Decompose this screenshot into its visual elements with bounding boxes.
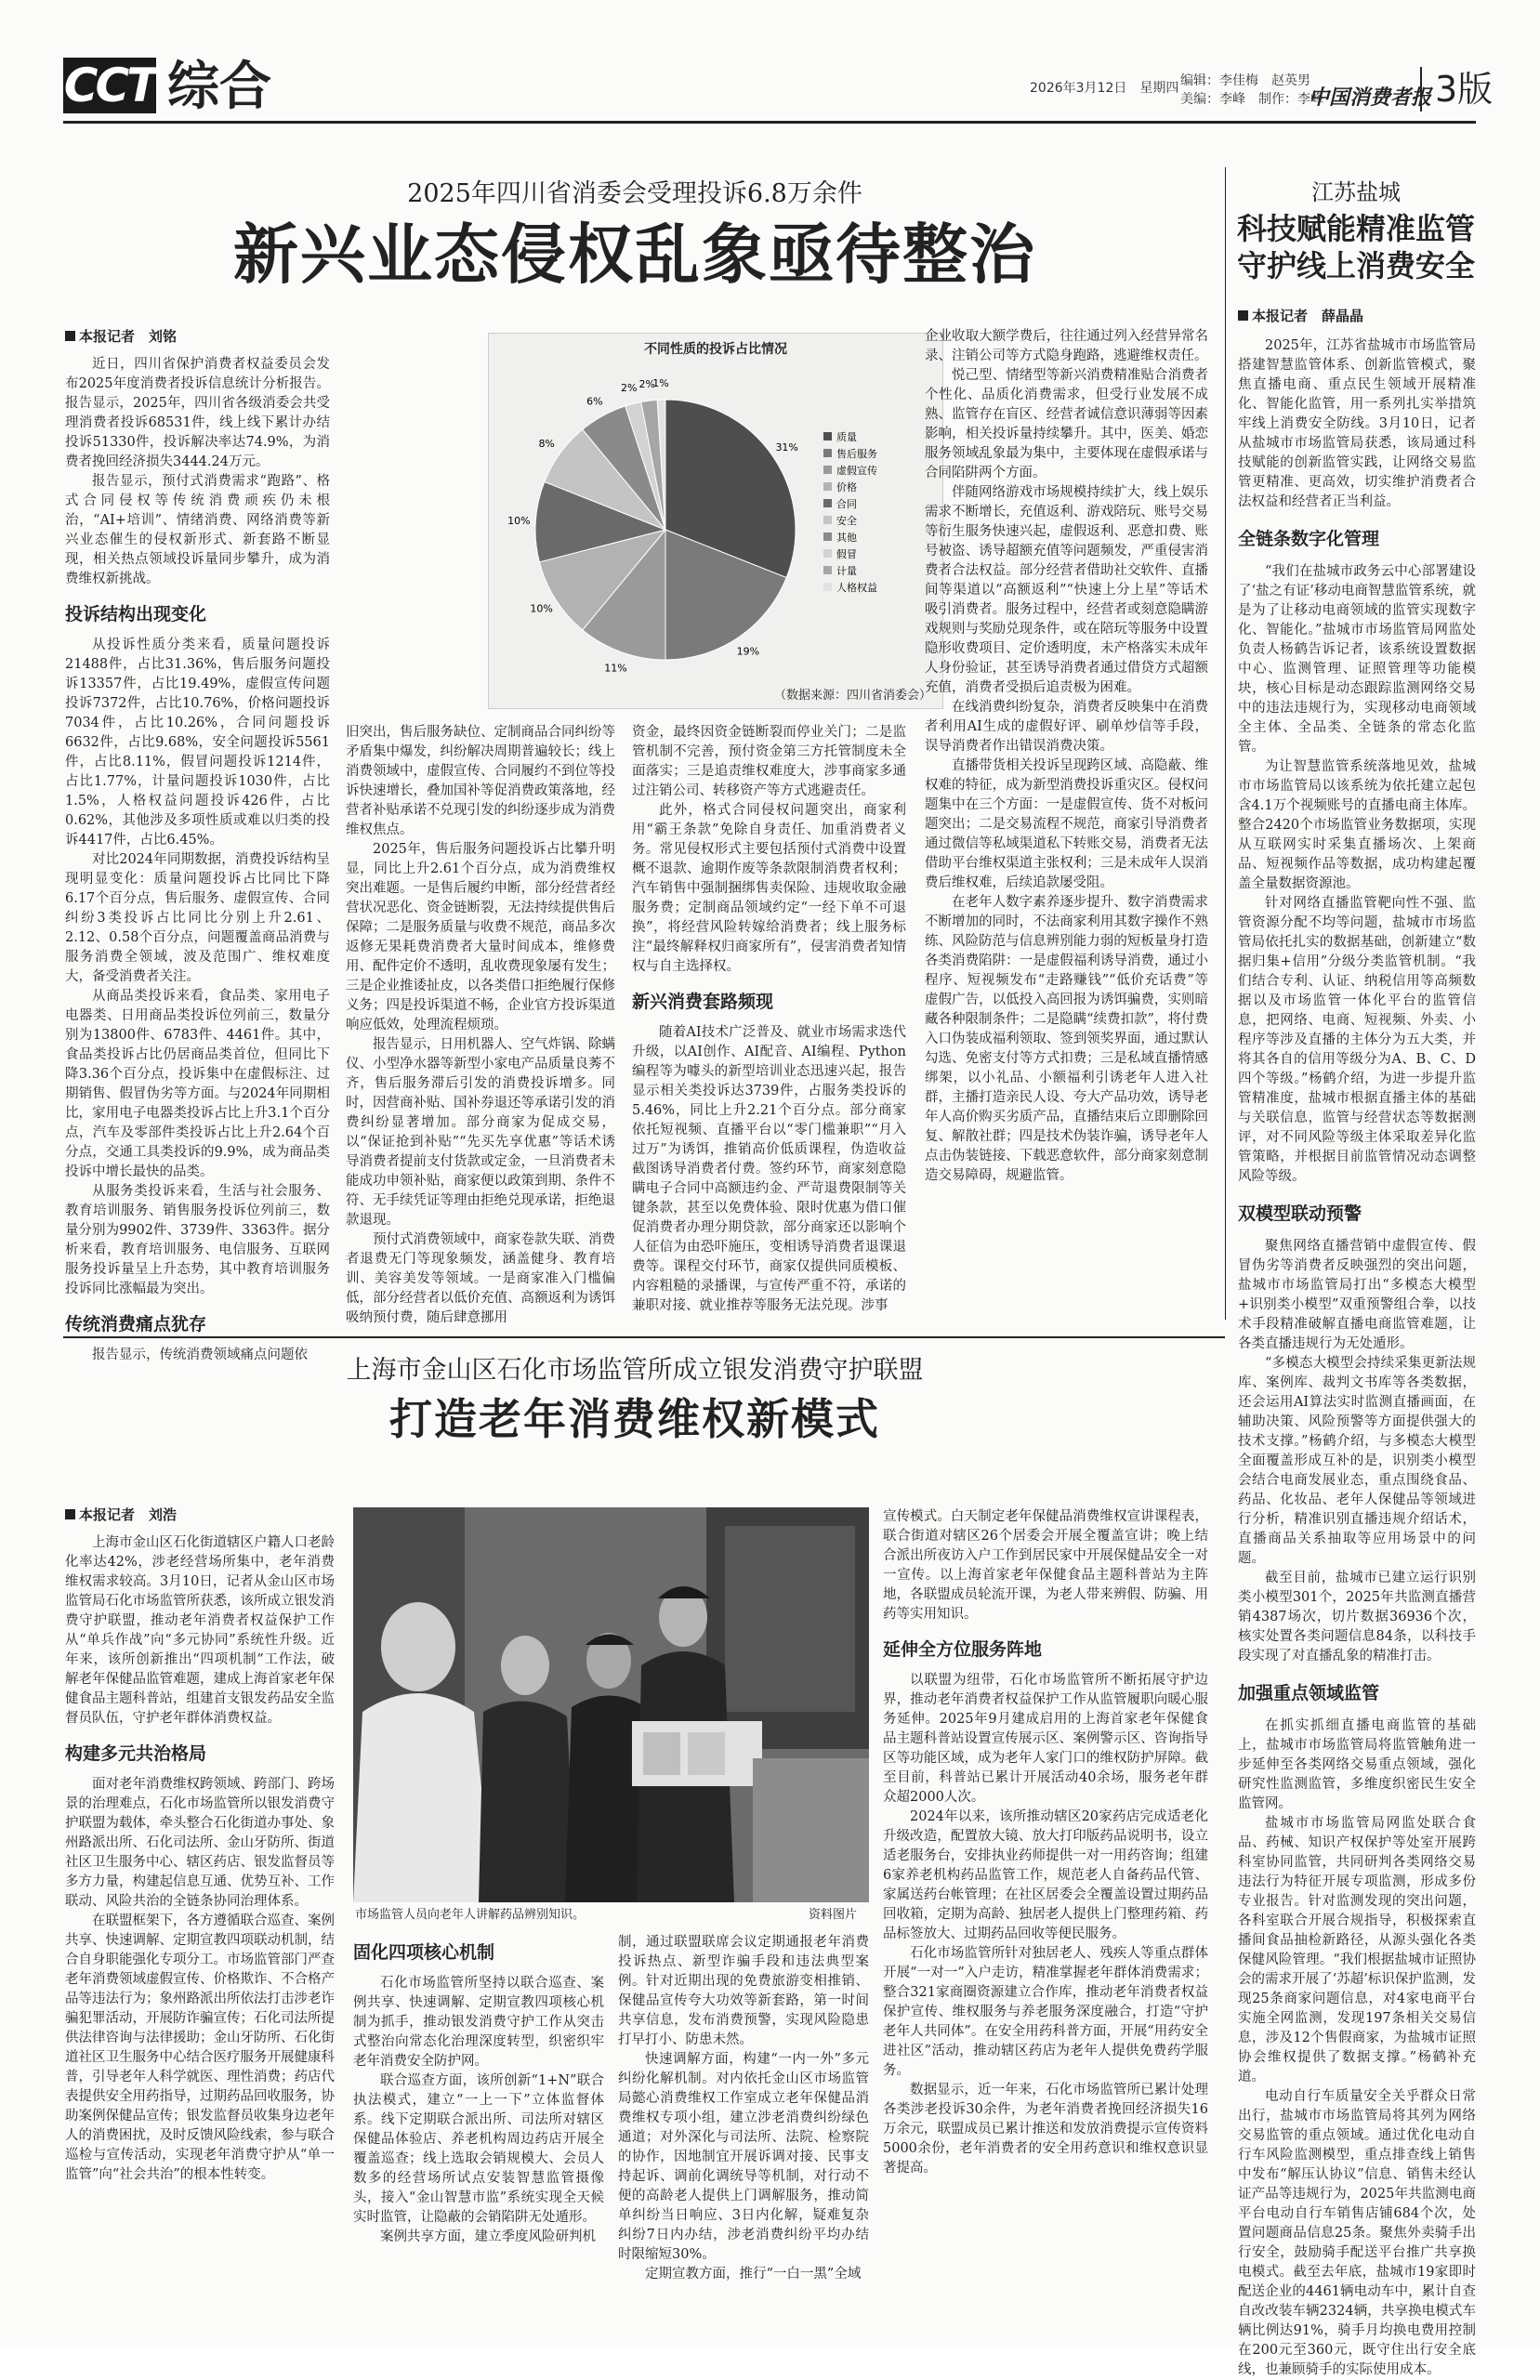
legend-swatch	[823, 583, 832, 591]
paragraph: 从投诉性质分类来看，质量问题投诉21488件，占比31.36%，售后服务问题投诉13357件，占比19.49%，虚假宣传问题投诉7372件，占比10.76%，价格问题投诉7034件，占比10.26%，合同问题投诉6632件，占比9.68%，安全问题投诉5561件，占比8.11%，假冒问题投诉1214件，占比1.77%，计量问题投诉1030件，占比1.5%，人格权益问题投诉426件，占比0.62%，其他涉及多项性质或难以归类的投诉4417件，占比6.45%。	[65, 638, 330, 848]
paragraph: 针对网络直播监管靶向性不强、监管资源分配不均等问题，盐城市市场监管局依托扎实的数据基础，创新建立“数据归集+信用”分级分类监管机制。“我们结合专利、认证、纳税信用等高频数据以及市场监管一体化平台的监管信息，把网络、电商、短视频、外卖、小程序等涉及直播的主体分为五大类，并将其各自的信用等级分为A、B、C、D四个等级。”杨鹤介绍，为进一步提升监管精准度，盐城市根据直播主体的基础与关联信息，监管与经营状态等数据测评，对不同风险等级主体采取差异化监管策略，并根据目前监管情况动态调整风险等级。	[1238, 896, 1476, 1184]
paragraph: 报告显示，预付式消费需求“跑路”、格式合同侵权等传统消费顽疾仍未根治，“AI+培训”、情绪消费、网络消费等新兴业态催生的侵权新形式、新套路不断显现，相关热点领域投诉量同步攀升，成为消费维权新挑战。	[65, 474, 330, 586]
paragraph: 以联盟为纽带，石化市场监管所不断拓展守护边界，推动老年消费者权益保护工作从监管履职向暖心服务延伸。2025年9月建成启用的上海首家老年保健食品主题科普站设置宣传展示区、案例警示区、咨询指导区等功能区域，成为老年人家门口的维权防护屏障。截至目前，科普站已累计开展活动40余场，服务老年群众超2000人次。	[883, 1673, 1208, 1805]
pie-label: 6%	[586, 395, 603, 408]
column-divider	[1225, 167, 1226, 1320]
header-rule	[63, 121, 1476, 124]
legend-label: 质量	[836, 431, 857, 443]
paragraph: 在线消费纠纷复杂，消费者反映集中在消费者利用AI生成的虚假好评、刷单炒信等手段，误导消费者作出错误消费决策。	[925, 700, 1208, 754]
square-bullet-icon	[65, 331, 75, 341]
pie-chart-panel	[488, 333, 943, 709]
sidebar-title-2: 守护线上消费安全	[1236, 248, 1475, 283]
paragraph: 电动自行车质量安全关乎群众日常出行，盐城市市场监管局将其列为网络交易监管的重点领域。通过优化电动自行车风险监测模型，重点排查线上销售中发布“解压认协议”信息、销售未经认证产品等违规行为，2025年共监测电商平台电动自行车销售店铺684个次，处置问题商品信息25条。聚焦外卖骑手出行安全，鼓励骑手配送平台推广共享换电模式。截至去年底，盐城市19家即时配送企业的4461辆电动车中，累计自查自改改装车辆2324辆，共享换电模式车辆比例达91%，骑手月均换电费用控制在200元至360元，既守住出行安全底线，也兼顾骑手的实际使用成本。	[1238, 2089, 1476, 2377]
paragraph: “多模态大模型会持续采集更新法规库、案例库、裁判文书库等各类数据，还会运用AI算法实时监测直播画面，在辅助决策、风险预警等方面提供强大的技术支撑。”杨鹤介绍，与多模态大模型全面覆盖形成互补的是，识别类小模型会结合电商发展业态，重点围绕食品、药品、化妆品、老年人保健品等领域进行分析，精准识别直播违规介绍话术，直播商品关系抽取等应用场景中的问题。	[1238, 1356, 1476, 1566]
sidebar-byline	[1238, 307, 1363, 325]
pie-label: 10%	[507, 515, 531, 528]
legend-swatch	[823, 482, 832, 491]
paragraph: 盐城市市场监管局网监处联合食品、药械、知识产权保护等处室开展跨科室协同监管，共同研判各类网络交易违法行为特征开展专项监测，形成多份专业报告。针对监测发现的突出问题，各科室联合开展合规指导，积极探索直播间食品抽检新路径，从源头强化各类保健风险管理。“我们根据盐城市证照协会的需求开展了‘苏超’标识保护监测，发现25条商家问题信息，对4家电商平台实施全网监测，发现197条相关交易信息，涉及12个售假商家，为盐城市证照协会维权提供了数据支撑。”杨鹤补充道。	[1238, 1816, 1476, 2084]
paragraph: 在老年人数字素养逐步提升、数字消费需求不断增加的同时，不法商家利用其数字操作不熟练、风险防范与信息辨别能力弱的短板量身打造各类消费陷阱：一是虚假福利诱导消费，通过小程序、短视频发布“走路赚钱”“低价充话费”等虚假广告，以低投入高回报为诱饵骗费，实则暗藏各种限制条件；二是隐瞒“续费扣款”，将付费入口伪装成福利领取、签到领奖界面，通过默认勾选、免密支付等方式扣费；三是私域直播情感绑架，以小礼品、小额福利引诱老年人进入社群，主播打造亲民人设、夸大产品功效，诱导老年人高价购买劣质产品，直播结束后立即删除回复、解散社群；四是技术伪装诈骗，诱导老年人点击伪装链接、下载恶意软件，部分商家刻意制造交易障碍，规避监管。	[925, 895, 1208, 1183]
paragraph: 联合巡查方面，该所创新“1+N”联合执法模式，建立“一上一下”立体监督体系。线下定期联合派出所、司法所对辖区保健品体验店、养老机构周边药店开展全覆盖巡查；线上选取会销规模大、会员人数多的经营场所试点安装智慧监管摄像头，接入“金山智慧市监”系统实现全天候实时监管，让隐蔽的会销陷阱无处遁形。	[353, 2073, 604, 2225]
square-bullet-icon	[1238, 310, 1248, 321]
square-bullet-icon	[65, 1509, 75, 1519]
paragraph: 从商品类投诉来看，食品类、家用电子电器类、日用商品类投诉位列前三，数量分别为13800件、6783件、4461件。其中，食品类投诉占比仍居商品类首位，但同比下降3.36个百分点，投诉集中在虚假标注、过期销售、假冒伪劣等方面。与2024年同期相比，家用电子电器类投诉占比上升3.1个百分点，汽车及零部件类投诉占比上升2.64个百分点，交通工具类投诉的9.9%，成为商品类投诉中增长最快的品类。	[65, 989, 330, 1179]
brand-logo: CCT	[63, 59, 156, 112]
paragraph: 近日，四川省保护消费者权益委员会发布2025年度消费者投诉信息统计分析报告。报告显示，2025年，四川省各级消委会共受理消费者投诉68531件，线上线下累计办结投诉51330件，投诉解决率达74.9%，为消费者挽回经济损失3444.24万元。	[65, 357, 330, 469]
section-heading: 传统消费痛点犹存	[65, 1314, 207, 1335]
pie-label: 31%	[775, 441, 798, 454]
news-photo	[353, 1507, 869, 1902]
legend-swatch	[823, 533, 832, 541]
article2-column-3	[618, 1933, 869, 2319]
paragraph: 此外，格式合同侵权问题突出，商家利用“霸王条款”免除自身责任、加重消费者义务。常见侵权形式主要包括预付式消费中设置概不退款、逾期作废等条款限制消费者权利；汽车销售中强制捆绑售卖保险、违规收取金融服务费；定制商品领域约定“一经下单不可退换”，将经营风险转嫁给消费者；线上服务标注“最终解释权归商家所有”，侵害消费者知情权与自主选择权。	[632, 803, 906, 974]
chart-title: 不同性质的投诉占比情况	[644, 342, 787, 357]
sidebar-title-1: 科技赋能精准监管	[1236, 211, 1475, 246]
legend-label: 价格	[836, 481, 857, 493]
legend-swatch	[823, 449, 832, 457]
paragraph: 面对老年消费维权跨领域、跨部门、跨场景的治理难点，石化市场监管所以银发消费守护联盟为载体，牵头整合石化街道办事处、象州路派出所、石化司法所、金山牙防所、街道社区卫生服务中心、辖区药店、银发监督员等多方力量，构建起信息互通、优势互补、工作联动、风险共治的全链条协同治理体系。	[65, 1777, 335, 1909]
chart-source: （数据来源：四川省消委会）	[773, 689, 931, 703]
article-divider	[63, 1336, 1225, 1338]
paragraph: 在抓实抓细直播电商监管的基础上，盐城市市场监管局将监管触角进一步延伸至各类网络交易重点领域，强化研究性监测监管，多维度织密民生安全监管网。	[1238, 1718, 1476, 1811]
paragraph: 制，通过联盟联席会议定期通报老年消费投诉热点、新型诈骗手段和违法典型案例。针对近期出现的免费旅游变相推销、保健品宣传夸大功效等新套路，第一时间共享信息，发布消费预警，实现风险隐患打早打小、防患未然。	[618, 1935, 869, 2047]
paragraph: 企业收取大额学费后，往往通过列入经营异常名录、注销公司等方式隐身跑路，逃避维权责任。	[925, 329, 1208, 363]
sidebar-body	[1238, 336, 1476, 2377]
paragraph: 宣传模式。白天制定老年保健品消费维权宣讲课程表，联合街道对辖区26个居委会开展全覆盖宣讲；晚上结合派出所夜访入户工作到居民家中开展保健品安全一对一宣传。以上海首家老年保健食品主题科普站为主阵地，各联盟成员轮流开课，为老人带来辨假、防骗、用药等实用知识。	[883, 1509, 1208, 1622]
designer-line: 美编：李峰 制作：李峰	[1180, 92, 1323, 107]
paragraph: 上海市金山区石化街道辖区户籍人口老龄化率达42%，涉老经营场所集中，老年消费维权需求较高。3月10日，记者从金山区市场监管局石化市场监管所获悉，该所成立银发消费守护联盟，推动老年消费者权益保护工作从“单兵作战”向“多元协同”系统性升级。近年来，该所创新推出“四项机制”工作法，破解老年保健品监管难题，建成上海首家老年保健食品主题科普站，组建首支银发药品安全监督员队伍，守护老年群体消费权益。	[65, 1535, 335, 1726]
paragraph: 石化市场监管所坚持以联合巡查、案例共享、快速调解、定期宣教四项核心机制为抓手，推动银发消费守护工作从突击式整治向常态化治理深度转型，织密织牢老年消费安全防护网。	[353, 1976, 604, 2069]
pie-chart	[489, 358, 942, 692]
article2-subtitle: 上海市金山区石化市场监管所成立银发消费守护联盟	[346, 1356, 924, 1385]
article2-byline	[65, 1506, 177, 1524]
article1-column-4	[925, 327, 1208, 1335]
date-line: 2026年3月12日 星期四	[1030, 81, 1179, 96]
photo-credit: 资料图片	[809, 1908, 858, 1922]
legend-swatch	[823, 566, 832, 574]
paragraph: 为让智慧监管系统落地见效，盐城市市场监管局以该系统为依托建立起包含4.1万个视频账号的直播电商主体库。整合2420个市场监管业务数据项，实现从互联网实时采集直播场次、上架商品、短视频作品等数据，成功构建起覆盖全量数据资源池。	[1238, 759, 1476, 891]
paragraph: 对比2024年同期数据，消费投诉结构呈现明显变化：质量问题投诉占比同比下降6.17个百分点，售后服务、虚假宣传、合同纠纷3类投诉占比同比分别上升2.61、2.12、0.58个百分点，问题覆盖商品消费与服务消费全领域，波及范围广、维权难度大，备受消费者关注。	[65, 852, 330, 984]
section-heading: 投诉结构出现变化	[65, 604, 207, 625]
legend-label: 计量	[836, 565, 857, 577]
legend-swatch	[823, 549, 832, 558]
pie-label: 10%	[530, 602, 553, 615]
paragraph: 悦己型、情绪型等新兴消费精准贴合消费者个性化、品质化消费需求，但受行业发展不成熟、监管存在盲区、经营者诚信意识薄弱等因素影响，相关投诉量持续攀升。其中，医美、婚恋服务领域乱象最为集中，主要体现在虚假承诺与合同陷阱两个方面。	[925, 368, 1208, 480]
legend-swatch	[823, 432, 832, 440]
paragraph: 2024年以来，该所推动辖区20家药店完成适老化升级改造，配置放大镜、放大打印版药品说明书，设立适老服务台，安排执业药师提供一对一用药咨询；组建6家养老机构药品监管工作，规范老人自备药品代管、家属送药台帐管理；在社区居委会全覆盖设置过期药品回收箱，定期为高龄、独居老人提供上门整理药箱、药品标签放大、过期药品回收等便民服务。	[883, 1809, 1208, 1941]
pie-label: 19%	[736, 645, 760, 658]
paragraph: 报告显示，传统消费领域痛点问题依	[92, 1348, 308, 1362]
paragraph: 2025年，售后服务问题投诉占比攀升明显，同比上升2.61个百分点，成为消费维权突出难题。一是售后履约申断，部分经营者经营状况恶化、资金链断裂，无法持续提供售后保障；二是服务质量与收费不规范，商品多次返修无果耗费消费者大量时间成本，维修费用、配件定价不透明，乱收费现象屡有发生；三是企业推诿扯皮，以各类借口拒绝履行保修义务；四是投诉渠道不畅，企业官方投诉渠道响应低效，处理流程烦琐。	[346, 842, 615, 1032]
section-heading: 固化四项核心机制	[353, 1942, 495, 1963]
paragraph: 数据显示，近一年来，石化市场监管所已累计处理各类涉老投诉30余件，为老年消费者挽回经济损失16万余元，联盟成员已累计推送和发放消费提示宣传资料5000余份，老年消费者的安全用药意识和维权意识显著提高。	[883, 2083, 1208, 2176]
article1-byline	[65, 327, 177, 346]
legend-label: 人格权益	[836, 582, 877, 594]
section-heading: 全链条数字化管理	[1238, 529, 1380, 549]
article2-column-2	[353, 1933, 604, 2319]
paragraph: 快速调解方面，构建“一内一外”多元纠纷化解机制。对内依托金山区市场监管局懿心消费维权工作室成立老年保健品消费维权专项小组，建立涉老消费纠纷绿色通道；对外深化与司法所、法院、检察院的协作，因地制宜开展诉调对接、民事支持起诉、调前化调统导等机制，对行动不便的高龄老人提供上门调解服务，推动简单纠纷当日响应、3日内化解，疑难复杂纠纷7日内办结，涉老消费纠纷平均办结时限缩短30%。	[618, 2052, 869, 2262]
article2-column-4	[883, 1507, 1208, 2319]
paragraph: 案例共享方面，建立季度风险研判机	[380, 2229, 596, 2244]
paragraph: 资金，最终因资金链断裂而停业关门；二是监管机制不完善，预付资金第三方托管制度未全面落实；三是追责维权难度大，涉事商家多通过注销公司、转移资产等方式逃避责任。	[632, 725, 906, 798]
section-heading: 新兴消费套路频现	[632, 992, 774, 1012]
pie-label: 1%	[652, 377, 669, 390]
section-title: 综合	[167, 56, 271, 117]
paragraph: 预付式消费领域中，商家卷款失联、消费者退费无门等现象频发，涵盖健身、教育培训、美容美发等领域。一是商家准入门槛偏低，部分经营者以低价充值、高额返利为诱饵吸纳预付费，随后肆意挪用	[346, 1232, 615, 1325]
article1-byline-text: 本报记者 刘铭	[79, 328, 178, 345]
article1-column-2	[346, 723, 615, 1336]
section-heading: 构建多元共治格局	[65, 1743, 207, 1764]
paragraph: 直播带货相关投诉呈现跨区域、高隐蔽、维权难的特征，成为新型消费投诉重灾区。侵权问题集中在三个方面：一是虚假宣传、货不对板问题突出；二是交易流程不规范，商家引导消费者通过微信等私域渠道私下转账交易，消费者无法借助平台维权渠道主张权利；三是未成年人误消费后维权难，后续追款屡受阻。	[925, 758, 1208, 890]
article1-column-3	[632, 723, 906, 1336]
paragraph: 2025年，江苏省盐城市市场监管局搭建智慧监管体系、创新监管模式，聚焦直播电商、重点民生领域开展精准化、智能化监管，用一系列扎实举措筑牢线上消费安全防线。3月10日，记者从盐城市市场监管局获悉，该局通过科技赋能的创新监管实践，让网络交易监管更精准、更高效，切实维护消费者合法权益和经营者正当利益。	[1238, 338, 1476, 509]
legend-label: 合同	[836, 498, 857, 510]
section-heading: 双模型联动预警	[1238, 1203, 1362, 1224]
paragraph: 截至目前，盐城市已建立运行识别类小模型301个，2025年共监测直播营销4387场次，切片数据36936个次，核实处置各类问题信息84条，以科技手段实现了对直播乱象的精准打击。	[1238, 1571, 1476, 1663]
article1-column-1	[65, 355, 330, 1362]
paragraph: “我们在盐城市政务云中心部署建设了‘盐之有证’移动电商智慧监管系统，就是为了让移动电商领域的监管实现数字化、智能化。”盐城市市场监管局网监处负责人杨鹤告诉记者，该系统设置数据中心、监测管理、证照管理等功能模块，核心目标是动态跟踪监测网络交易中的违法违规行为，实现移动电商领域全主体、全品类、全链条的常态化监管。	[1238, 564, 1476, 755]
paragraph: 聚焦网络直播营销中虚假宣传、假冒伪劣等消费者反映强烈的突出问题，盐城市市场监管局打出“多模态大模型+识别类小模型”双重预警组合拳，以技术手段精准破解直播电商监管难题，让各类直播违规行为无处遁形。	[1238, 1239, 1476, 1351]
paragraph: 在联盟框架下，各方遵循联合巡查、案例共享、快速调解、定期宣教四项联动机制，结合自身职能强化专项分工。市场监管部门严查老年消费领域虚假宣传、价格欺诈、不合格产品等违法行为；象州路派出所依法打击涉老诈骗犯罪活动，开展防诈骗宣传；石化司法所提供法律咨询与法律援助；金山牙防所、石化街道社区卫生服务中心结合医疗服务开展健康科普，引导老年人科学就医、理性消费；药店代表提供安全用药指导，过期药品回收服务，协助案例保健品宣传；银发监督员收集身边老年人的消费困扰，及时反馈风险线索，参与联合巡检与宣传活动，实现老年消费守护从“单一监管”向“社会共治”的根本性转变。	[65, 1913, 335, 2182]
legend-label: 假冒	[836, 548, 857, 560]
page-number: 3版	[1420, 67, 1493, 112]
article2-column-1	[65, 1533, 335, 2319]
sidebar-byline-text: 本报记者 薛晶晶	[1252, 308, 1364, 324]
article1-title: 新兴业态侵权乱象亟待整治	[233, 216, 1036, 293]
paragraph: 旧突出，售后服务缺位、定制商品合同纠纷等矛盾集中爆发，纠纷解决周期普遍较长；线上消费领域中，虚假宣传、合同履约不到位等投诉快速增长，叠加国补等促消费政策落地，经营者补贴承诺不兑现引发的纠纷逐步成为消费维权焦点。	[346, 725, 615, 837]
legend-label: 其他	[836, 532, 857, 544]
paragraph: 石化市场监管所针对独居老人、残疾人等重点群体开展“一对一”入户走访，精准掌握老年群体消费需求；整合321家商圈资源建立合作库，推动老年消费者权益保护宣传、维权服务与养老服务深度融合，打造“守护老年人共同体”。在安全用药科普方面，开展“用药安全进社区”活动，推动辖区药店为老年人提供免费药学服务。	[883, 1946, 1208, 2078]
article2-byline-text: 本报记者 刘浩	[79, 1506, 178, 1523]
paragraph: 报告显示，日用机器人、空气炸锅、除螨仪、小型净水器等新型小家电产品质量良莠不齐，售后服务滞后引发的消费投诉增多。同时，因营商补贴、国补券退还等承诺引发的消费纠纷显著增加。部分商家为促成交易，以“保证抢到补贴”“先买先享优惠”等话术诱导消费者提前支付货款或定金，一旦消费者未能成功申领补贴，商家便以政策到期、条件不符、无手续凭证等理由拒绝兑现承诺，拒绝退款退现。	[346, 1037, 615, 1228]
paragraph: 从服务类投诉来看，生活与社会服务、教育培训服务、销售服务投诉位列前三，数量分别为9902件、3739件、3363件。据分析来看，教育培训服务、电信服务、互联网服务投诉量呈上升态势，其中教育培训服务投诉同比涨幅最为突出。	[65, 1184, 330, 1296]
legend-swatch	[823, 466, 832, 474]
pie-label: 11%	[604, 662, 627, 675]
paragraph: 定期宣教方面，推行“一白一黑”全域	[645, 2267, 862, 2281]
pie-label: 8%	[538, 438, 555, 451]
section-heading: 延伸全方位服务阵地	[883, 1639, 1043, 1660]
article2-title: 打造老年消费维权新模式	[389, 1394, 880, 1444]
editor-line: 编辑：李佳梅 赵英男	[1180, 73, 1310, 88]
pie-label: 2%	[620, 381, 638, 394]
legend-label: 安全	[836, 515, 857, 527]
paper-name: 中国消费者报	[1309, 85, 1432, 110]
pie-label: 2%	[638, 378, 655, 391]
paragraph: 随着AI技术广泛普及、就业市场需求迭代升级，以AI创作、AI配音、AI编程、Python编程等为噱头的新型培训业态迅速兴起，报告显示相关类投诉达3739件，占服务类投诉的5.46%，同比上升2.21个百分点。部分商家依托短视频、直播平台以“零门槛兼职”“月入过万”为诱饵，推销高价低质课程，伪造收益截图诱导消费者付费。签约环节，商家刻意隐瞒电子合同中高额违约金、严苛退费限制等关键条款，甚至以免费体验、限时优惠为借口催促消费者办理分期贷款，部分商家还以影响个人征信为由恐吓施压，变相诱导消费者退课退费等。课程交付环节，商家仅提供同质模板、内容粗糙的录播课，与宣传严重不符，承诺的兼职对接、就业推荐等服务无法兑现。涉事	[632, 1025, 906, 1313]
legend-label: 售后服务	[836, 448, 877, 460]
legend-swatch	[823, 516, 832, 524]
legend-swatch	[823, 499, 832, 507]
paragraph: 伴随网络游戏市场规模持续扩大，线上娱乐需求不断增长，充值返利、游戏陪玩、账号交易等衍生服务快速兴起，虚假返利、恶意扣费、账号被盗、诱导超额充值等问题频发，严重侵害消费者合法权益。部分经营者借助社交软件、直播间等渠道以“高额返利”“快速上分上星”等话术吸引消费者。服务过程中，经营者或刻意隐瞒游戏规则与奖励兑现条件，或在陪玩等服务中设置隐形收费项目、定价透明度，未产格落实未成年人身份验证，甚至诱导消费者通过借贷方式超额充值，消费者受损后追责极为困难。	[925, 485, 1208, 695]
photo-caption: 市场监管人员向老年人讲解药品辨别知识。	[355, 1908, 586, 1922]
sidebar-location: 江苏盐城	[1311, 179, 1401, 205]
section-heading: 加强重点领域监管	[1238, 1683, 1380, 1703]
photo-illustration	[353, 1507, 869, 1902]
legend-label: 虚假宣传	[836, 465, 877, 477]
article1-subtitle: 2025年四川省消委会受理投诉6.8万余件	[407, 179, 862, 208]
